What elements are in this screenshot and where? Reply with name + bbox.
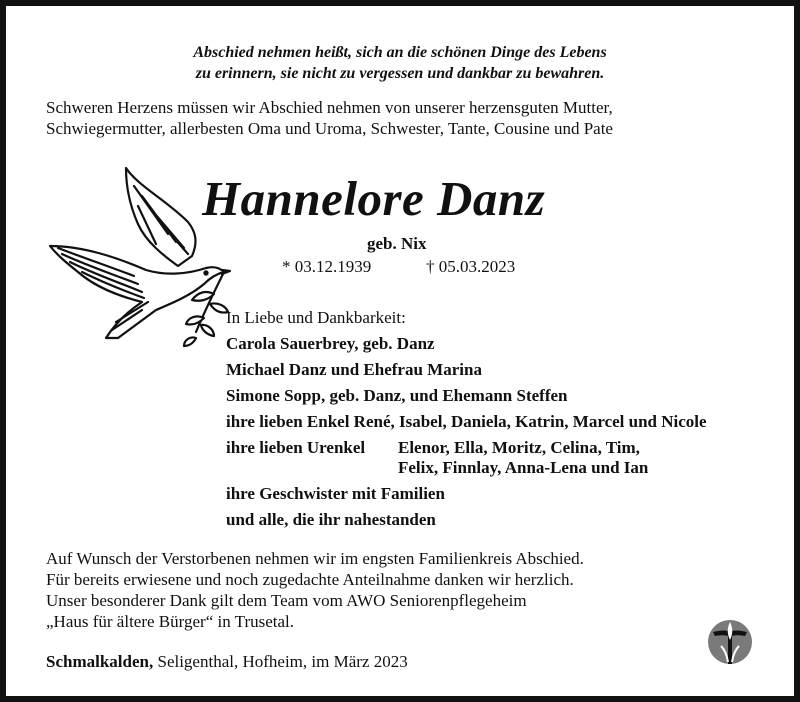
great-grandchildren-label: ihre lieben Urenkel [226,438,366,457]
mourner-line: ihre lieben Enkel René, Isabel, Daniela, Katrin, Marcel und Nicole [226,412,707,431]
signature-city: Schmalkalden, [46,652,154,671]
others-line: und alle, die ihr nahestanden [226,510,436,529]
signature-line [46,652,408,672]
mourner-line: Carola Sauerbrey, geb. Danz [226,334,435,353]
death-date: † 05.03.2023 [426,257,516,276]
maiden-name: geb. Nix [367,234,427,253]
birth-date: * 03.12.1939 [282,257,372,276]
signature-places-date: Seligenthal, Hofheim, im März 2023 [153,652,408,671]
intro-line-1: Schweren Herzens müssen wir Abschied nehmen von unserer herzensguten Mutter, [46,98,613,117]
deceased-name: Hannelore Danz [202,171,546,226]
motto-line-1: Abschied nehmen heißt, sich an die schönen Dinge des Lebens [193,44,607,61]
closing-line: Auf Wunsch der Verstorbenen nehmen wir im engsten Familienkreis Abschied. [46,549,584,568]
mourner-line: Simone Sopp, geb. Danz, und Ehemann Steffen [226,386,568,405]
great-grandchildren-names-1: Elenor, Ella, Moritz, Celina, Tim, [398,438,640,457]
mourners-intro: In Liebe und Dankbarkeit: [226,308,406,327]
closing-line: Unser besonderer Dank gilt dem Team vom AWO Seniorenpflegeheim [46,591,527,610]
closing-line: Für bereits erwiesene und noch zugedachte Anteilnahme danken wir herzlich. [46,570,574,589]
great-grandchildren-names-2: Felix, Finnlay, Anna-Lena und Ian [398,458,649,477]
mourner-line: Michael Danz und Ehefrau Marina [226,360,482,379]
intro-line-2: Schwiegermutter, allerbesten Oma und Uroma, Schwester, Tante, Cousine und Pate [46,119,613,138]
closing-line: „Haus für ältere Bürger“ in Trusetal. [46,612,295,631]
motto-line-2: zu erinnern, sie nicht zu vergessen und dankbar zu bewahren. [195,65,605,82]
cross-emblem-icon [707,616,753,668]
siblings-line: ihre Geschwister mit Familien [226,484,445,503]
